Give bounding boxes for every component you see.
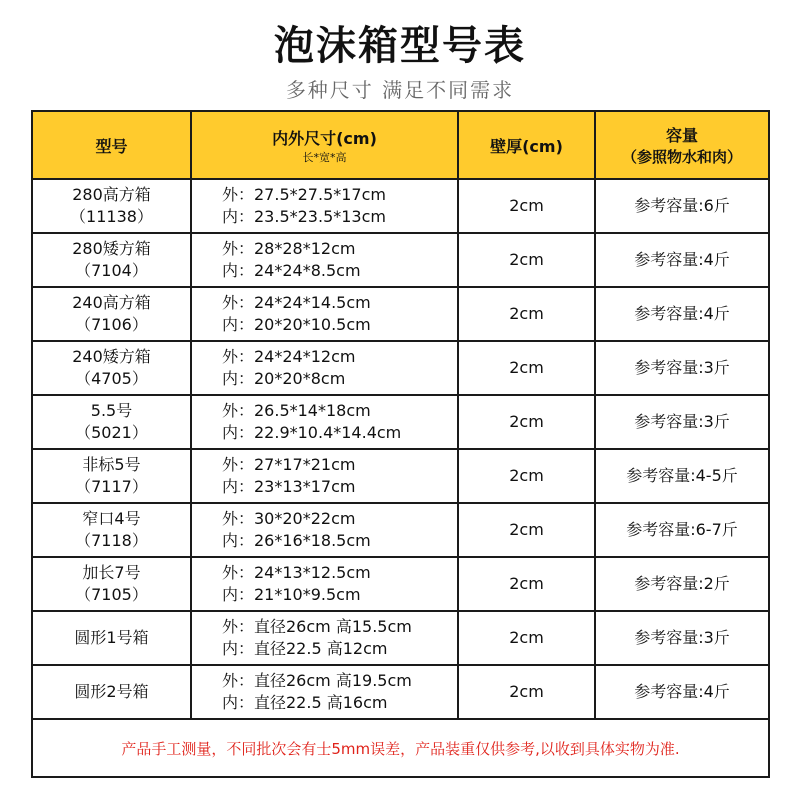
capacity-cell: 参考容量:4-5斤 — [595, 449, 769, 503]
model-name: 圆形2号箱 — [74, 682, 149, 701]
table-row — [32, 449, 769, 503]
thickness-cell: 2cm — [458, 557, 595, 611]
thickness-cell: 2cm — [458, 503, 595, 557]
size-cell — [191, 665, 458, 719]
inner-size: 内：22.9*10.4*14.4cm — [222, 423, 402, 442]
capacity-cell: 参考容量:4斤 — [595, 665, 769, 719]
capacity-cell: 参考容量:6-7斤 — [595, 503, 769, 557]
model-name: 280高方箱 — [72, 185, 151, 204]
table-row — [32, 287, 769, 341]
header-size-sub: 长*宽*高 — [302, 150, 347, 164]
inner-size: 内：24*24*8.5cm — [222, 261, 361, 280]
capacity-cell: 参考容量:3斤 — [595, 395, 769, 449]
size-cell — [191, 395, 458, 449]
inner-size: 内：23*13*17cm — [222, 477, 356, 496]
inner-size: 内：21*10*9.5cm — [222, 585, 361, 604]
outer-size: 外：30*20*22cm — [222, 509, 356, 528]
model-code: （7104） — [75, 261, 148, 280]
header-capacity: 容量 （参照物水和肉） — [595, 111, 769, 179]
table-row — [32, 665, 769, 719]
note-row — [32, 719, 769, 777]
thickness-cell: 2cm — [458, 287, 595, 341]
table-row — [32, 503, 769, 557]
table-row — [32, 395, 769, 449]
inner-size: 内：20*20*8cm — [222, 369, 346, 388]
capacity-cell: 参考容量:4斤 — [595, 287, 769, 341]
inner-size: 内：20*20*10.5cm — [222, 315, 371, 334]
model-name: 240矮方箱 — [72, 347, 151, 366]
size-cell — [191, 341, 458, 395]
model-cell — [32, 449, 191, 503]
model-name: 240高方箱 — [72, 293, 151, 312]
header-capacity-sub: （参照物水和肉） — [621, 148, 742, 166]
table-row — [32, 179, 769, 233]
outer-size: 外：26.5*14*18cm — [222, 401, 371, 420]
size-cell — [191, 233, 458, 287]
size-cell — [191, 449, 458, 503]
model-cell — [32, 557, 191, 611]
table-row — [32, 557, 769, 611]
outer-size: 外：直径26cm 高15.5cm — [222, 617, 412, 636]
capacity-cell: 参考容量:4斤 — [595, 233, 769, 287]
thickness-cell: 2cm — [458, 179, 595, 233]
thickness-cell: 2cm — [458, 233, 595, 287]
size-cell — [191, 503, 458, 557]
model-cell — [32, 665, 191, 719]
outer-size: 外：27*17*21cm — [222, 455, 356, 474]
capacity-cell: 参考容量:6斤 — [595, 179, 769, 233]
thickness-cell: 2cm — [458, 341, 595, 395]
footnote: 产品手工测量，不同批次会有士5mm误差，产品装重仅供参考,以收到具体实物为准. — [32, 719, 769, 777]
inner-size: 内：直径22.5 高16cm — [222, 693, 388, 712]
size-cell — [191, 287, 458, 341]
model-code: （7117） — [75, 477, 148, 496]
model-table — [31, 110, 770, 778]
header-size: 内外尺寸(cm) 长*宽*高 — [191, 111, 458, 179]
model-code: （11138） — [70, 207, 153, 226]
header-model: 型号 — [32, 111, 191, 179]
model-cell — [32, 503, 191, 557]
outer-size: 外：27.5*27.5*17cm — [222, 185, 386, 204]
model-cell — [32, 233, 191, 287]
capacity-cell: 参考容量:2斤 — [595, 557, 769, 611]
table-header-row — [32, 111, 769, 179]
model-cell — [32, 179, 191, 233]
outer-size: 外：24*13*12.5cm — [222, 563, 371, 582]
size-cell — [191, 611, 458, 665]
size-cell — [191, 557, 458, 611]
inner-size: 内：直径22.5 高12cm — [222, 639, 388, 658]
capacity-cell: 参考容量:3斤 — [595, 611, 769, 665]
model-name: 非标5号 — [82, 455, 141, 474]
inner-size: 内：23.5*23.5*13cm — [222, 207, 386, 226]
table-row — [32, 341, 769, 395]
outer-size: 外：直径26cm 高19.5cm — [222, 671, 412, 690]
model-cell — [32, 395, 191, 449]
model-name: 圆形1号箱 — [74, 628, 149, 647]
model-cell — [32, 287, 191, 341]
model-cell — [32, 341, 191, 395]
outer-size: 外：24*24*12cm — [222, 347, 356, 366]
header-thickness: 壁厚(cm) — [458, 111, 595, 179]
size-cell — [191, 179, 458, 233]
capacity-cell: 参考容量:3斤 — [595, 341, 769, 395]
model-code: （7118） — [75, 531, 148, 550]
thickness-cell: 2cm — [458, 395, 595, 449]
model-cell — [32, 611, 191, 665]
model-name: 加长7号 — [82, 563, 141, 582]
thickness-cell: 2cm — [458, 665, 595, 719]
model-code: （4705） — [75, 369, 148, 388]
thickness-cell: 2cm — [458, 449, 595, 503]
model-code: （7106） — [75, 315, 148, 334]
page-title: 泡沫箱型号表 — [274, 23, 526, 69]
model-name: 280矮方箱 — [72, 239, 151, 258]
outer-size: 外：24*24*14.5cm — [222, 293, 371, 312]
inner-size: 内：26*16*18.5cm — [222, 531, 371, 550]
outer-size: 外：28*28*12cm — [222, 239, 356, 258]
model-name: 5.5号 — [90, 401, 133, 420]
model-code: （7105） — [75, 585, 148, 604]
thickness-cell: 2cm — [458, 611, 595, 665]
table-row — [32, 233, 769, 287]
table-row — [32, 611, 769, 665]
model-name: 窄口4号 — [82, 509, 141, 528]
page-subtitle: 多种尺寸 满足不同需求 — [285, 78, 515, 102]
model-code: （5021） — [75, 423, 148, 442]
